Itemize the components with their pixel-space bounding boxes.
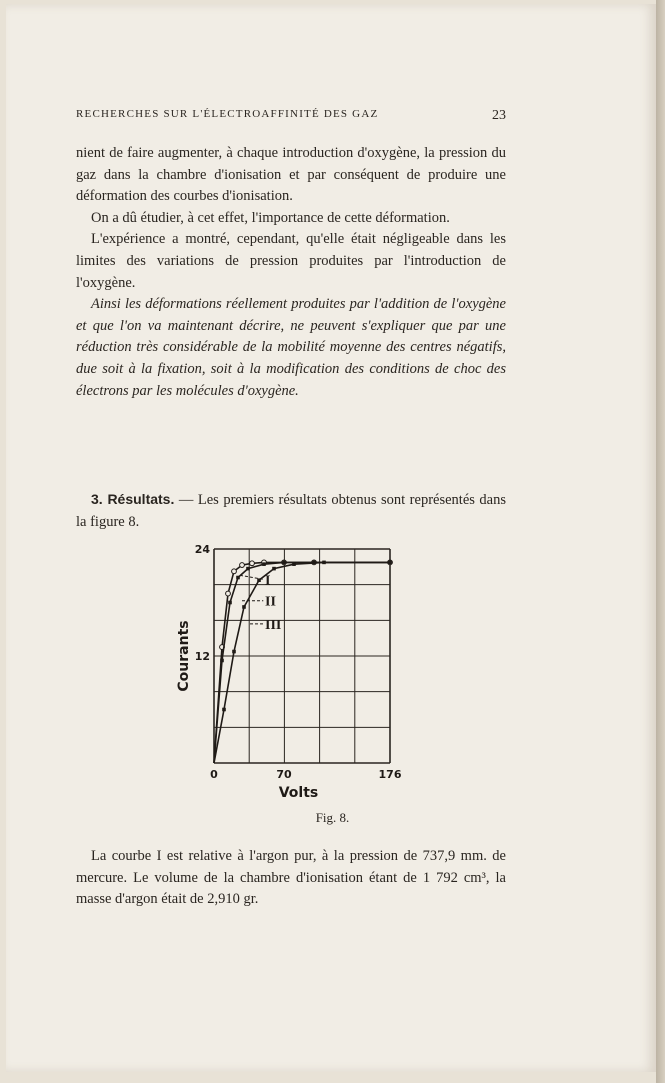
paragraph-2: On a dû étudier, à cet effet, l'importance de cette déformation. — [91, 209, 450, 226]
data-point-I — [226, 591, 231, 596]
series-label-II: II — [265, 594, 276, 610]
data-point-I — [240, 563, 245, 568]
data-point-I — [250, 561, 255, 566]
body-text-top — [76, 143, 506, 402]
data-point-II — [220, 659, 224, 663]
series-line-I — [214, 562, 390, 763]
data-point-III — [232, 650, 236, 654]
data-point-III — [388, 561, 392, 565]
series-label-I: I — [265, 573, 271, 589]
data-point-II — [246, 567, 250, 571]
figure-8 — [160, 538, 420, 838]
paragraph-1: nient de faire augmenter, à chaque introduction d'oxygène, la pression du gaz dans la chambre d'ionisation et par conséquent de produire une déformation des courbes d'ionisation. — [76, 145, 506, 205]
page-edge — [656, 0, 665, 1083]
series-label-III: III — [265, 617, 282, 633]
x-axis-label: Volts — [278, 785, 319, 801]
y-tick-label: 24 — [194, 543, 210, 556]
data-point-III — [322, 561, 326, 565]
x-tick-label: 0 — [210, 768, 218, 781]
data-point-II — [262, 562, 266, 566]
running-head — [76, 108, 506, 124]
x-tick-label: 176 — [378, 768, 402, 781]
series-leader-I — [240, 575, 263, 579]
series-line-III — [214, 562, 390, 763]
data-point-III — [272, 567, 276, 571]
page-number: 23 — [492, 108, 506, 123]
figure-caption: Fig. 8. — [315, 810, 350, 825]
data-point-III — [222, 708, 226, 712]
data-point-III — [292, 562, 296, 566]
x-tick-label: 70 — [276, 768, 292, 781]
series-line-II — [214, 562, 390, 763]
section-paragraph — [76, 489, 506, 533]
data-point-II — [282, 561, 286, 565]
y-axis-label: Courants — [176, 620, 192, 692]
data-point-I — [232, 569, 237, 574]
running-title: RECHERCHES SUR L'ÉLECTROAFFINITÉ DES GAZ — [76, 108, 379, 120]
data-point-II — [236, 576, 240, 580]
section-text: — Les premiers résultats obtenus sont représentés dans la figure 8. — [76, 492, 506, 530]
section-3 — [76, 489, 506, 533]
y-tick-label: 12 — [194, 650, 210, 663]
body-text-bottom — [76, 846, 506, 911]
paragraph-after-1: La courbe I est relative à l'argon pur, à la pression de 737,9 mm. de mercure. Le volume de la chambre d'ionisation étant de 1 792 cm³, la masse d'argon était de 2,910 gr. — [76, 848, 506, 908]
data-point-III — [242, 605, 246, 609]
ionisation-chart — [160, 538, 420, 838]
paragraph-3: L'expérience a montré, cependant, qu'elle était négligeable dans les limites des variations de pression produites par l'introduction de l'oxygène. — [76, 231, 506, 291]
paragraph-4: Ainsi les déformations réellement produites par l'addition de l'oxygène et que l'on va maintenant décrire, ne peuvent s'expliquer que par une réduction très considérable de la mobilité moyenne des centres négatifs, due soit à la fixation, soit à la modification des conditions de choc des électrons par les molécules d'oxygène. — [76, 296, 506, 399]
section-title: 3. Résultats. — [91, 491, 175, 507]
data-point-II — [228, 601, 232, 605]
